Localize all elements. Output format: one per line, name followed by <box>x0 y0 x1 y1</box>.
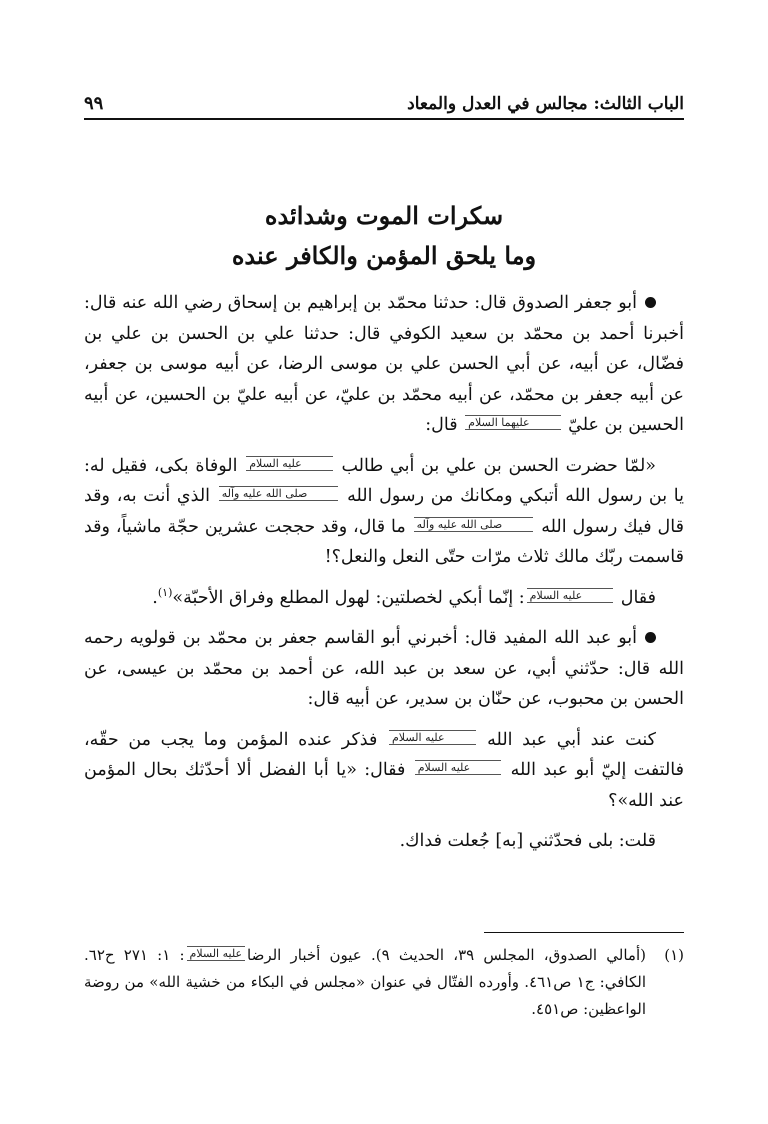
footnote-number: (١) <box>664 946 684 964</box>
paragraph-3-text-a: فقال <box>620 587 656 608</box>
body-text <box>84 288 684 867</box>
paragraph-4 <box>84 623 684 715</box>
honorific-salla-allah: صلى الله عليه وآله <box>219 486 339 501</box>
paragraph-2-text-b: الوفاة بكى، فقيل له: يا بن رسول الله أتبكي ومكانك من رسول الله <box>84 455 684 506</box>
paragraph-1-text: أبو جعفر الصدوق قال: حدثنا محمّد بن إبراهيم بن إسحاق رضي الله عنه قال: أخبرنا أحمد بن محمّد بن سعيد الكوفي قال: حدثنا علي بن الحسن بن علي بن فضّال، عن أبيه، عن أبي الحسن علي بن موسى الرضا، عن أبيه موسى بن جعفر، عن أبيه جعفر بن محمّد، عن أبيه محمّد بن عليّ، عن أبيه عليّ بن الحسين، عن أبيه الحسين بن عليّ <box>84 293 684 435</box>
paragraph-5-text-a: كنت عند أبي عبد الله <box>487 729 656 750</box>
honorific-alayhi-salam: عليه السلام <box>415 760 502 775</box>
footnote-rule <box>484 932 684 933</box>
paragraph-2-text-d: ما قال، وقد حججت عشرين حجّة ماشياً، وقد قاسمت ربّك مالك ثلاث مرّات حتّى النعل والنعل؟! <box>84 516 684 567</box>
paragraph-5-text-c: فقال: «يا أبا الفضل ألا أحدّثك بحال المؤمن عند الله»؟ <box>84 760 684 811</box>
honorific-alayhi-salam: عليه السلام <box>389 730 476 745</box>
honorific-alayhi-salam: عليه السلام <box>527 588 614 603</box>
honorific-salla-allah: صلى الله عليه وآله <box>414 517 534 532</box>
paragraph-5-text-b: فذكر عنده المؤمن وما يجب من حقّه، فالتفت إليّ أبو عبد الله <box>84 729 684 780</box>
paragraph-4-text: أبو عبد الله المفيد قال: أخبرني أبو القاسم جعفر بن محمّد بن قولويه رحمه الله قال: حدّثني أبي، عن سعد بن عبد الله، عن أحمد بن محمّد بن عيسى، عن الحسن بن محبوب، عن حنّان بن سدير، عن أبيه قال: <box>84 628 684 709</box>
bullet-icon <box>645 297 656 308</box>
paragraph-6 <box>84 826 684 857</box>
paragraph-1-end: قال: <box>425 415 458 435</box>
section-title-line-2: وما يلحق المؤمن والكافر عنده <box>231 241 537 270</box>
footnote-reference[interactable]: (١) <box>157 585 173 599</box>
footnote-1 <box>84 942 684 1023</box>
paragraph-2-text-a: «لمّا حضرت الحسن بن علي بن أبي طالب <box>341 455 656 476</box>
honorific-alayhima-salam: عليهما السلام <box>465 415 560 430</box>
paragraph-3-text-b: : إنّما أبكي لخصلتين: لهول المطلع وفراق الأحبّة» <box>172 587 525 608</box>
footnote-text-line-1a: (أمالي الصدوق، المجلس ٣٩، الحديث ٩). عيون أخبار الرضا <box>247 946 646 964</box>
bullet-icon <box>645 632 656 643</box>
honorific-alayhi-salam: عليه السلام <box>246 456 333 471</box>
running-head <box>84 84 684 114</box>
footnotes <box>84 942 684 1023</box>
paragraph-2 <box>84 451 684 573</box>
footnote-text-line-2: الكافي: ج١ ص٤٦١. وأورده الفتّال في عنوان «مجلس في البكاء من خشية الله» من روضة الواعظين: ص٤٥١. <box>84 973 646 1018</box>
paragraph-1 <box>84 288 684 441</box>
paragraph-2-text-c: الذي أنت به، وقد قال فيك رسول الله <box>84 486 684 537</box>
footnote-text <box>84 942 646 1023</box>
paragraph-3-end: . <box>152 587 158 608</box>
section-title <box>84 196 684 276</box>
chapter-title: الباب الثالث: مجالس في العدل والمعاد <box>407 94 684 114</box>
header-rule <box>84 118 684 120</box>
paragraph-5 <box>84 725 684 817</box>
footnote-text-line-1b: : ١: ٢٧١ ح٦٢. <box>84 946 185 964</box>
section-title-line-1: سكرات الموت وشدائده <box>264 201 504 230</box>
paragraph-6-text: قلت: بلى فحدّثني [به] جُعلت فداك. <box>399 831 656 851</box>
honorific-alayhi-salam: عليه السلام <box>187 946 246 961</box>
page-number: ٩٩ <box>84 93 104 114</box>
paragraph-3 <box>84 583 684 614</box>
